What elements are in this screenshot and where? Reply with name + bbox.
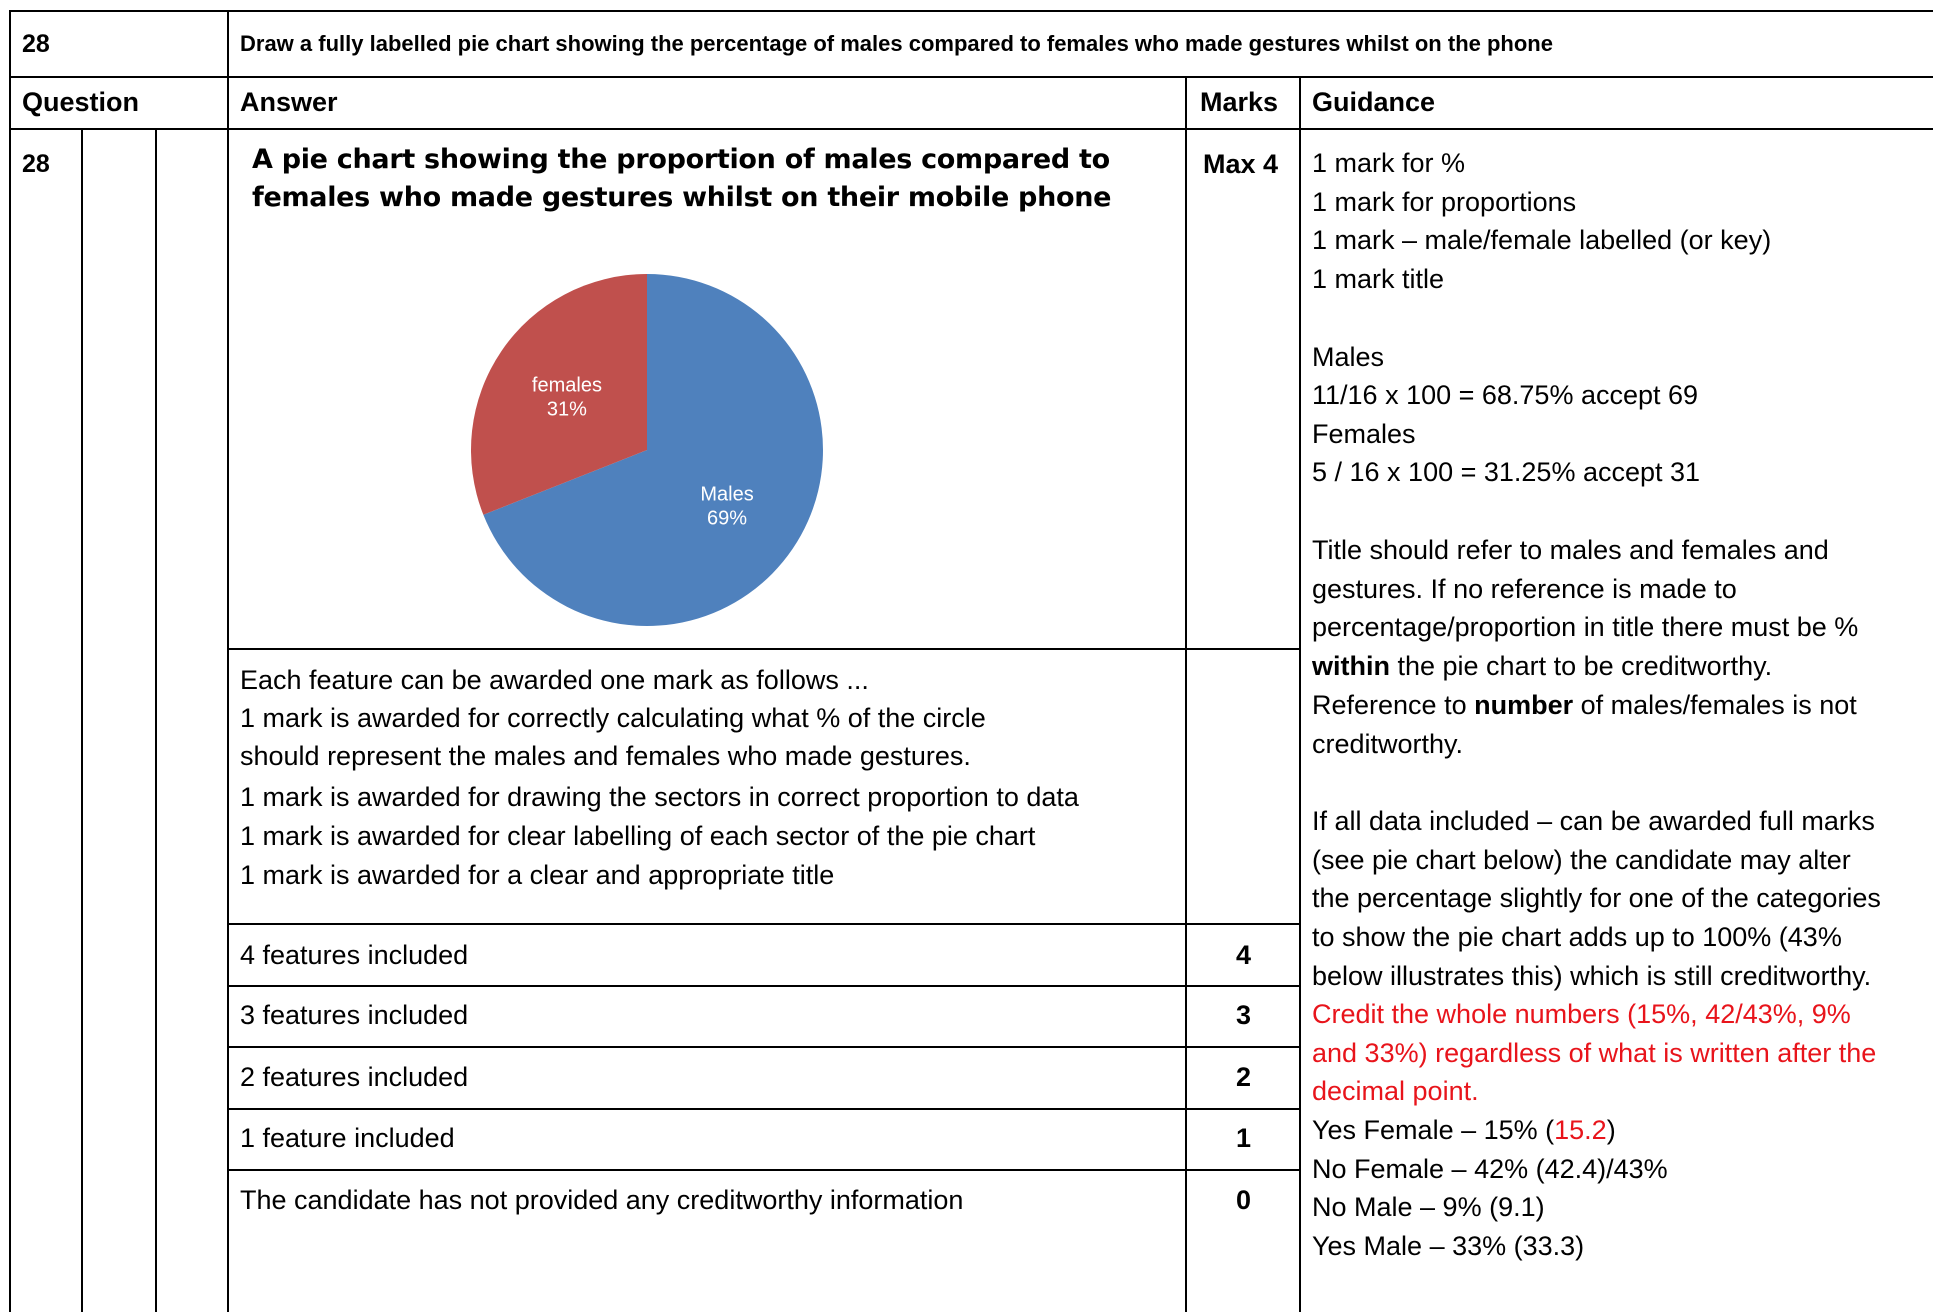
guidance-text: the pie chart to be creditworthy. — [1389, 651, 1773, 681]
mark-band-value: 0 — [1236, 1185, 1252, 1215]
guidance-title-note: creditworthy. — [1312, 729, 1464, 759]
guidance-title-note: gestures. If no reference is made to — [1312, 574, 1737, 604]
mark-band-label: 1 feature included — [240, 1123, 455, 1153]
mark-band-value: 1 — [1236, 1123, 1252, 1153]
guidance-title-note — [1312, 650, 1772, 682]
chart-title-line-1: A pie chart showing the proportion of males compared to — [252, 144, 1110, 175]
guidance-females-calc: 5 / 16 x 100 = 31.25% accept 31 — [1312, 457, 1701, 487]
column-header-guidance: Guidance — [1312, 87, 1436, 117]
question-text: Draw a fully labelled pie chart showing the percentage of males compared to females who made gestures whilst on the phone — [240, 31, 1553, 56]
guidance-red-note: Credit the whole numbers (15%, 42/43%, 9% — [1312, 999, 1851, 1029]
guidance-emphasis-within: within — [1312, 651, 1390, 681]
guidance-mark-item: 1 mark title — [1312, 264, 1445, 294]
guidance-red-note: and 33%) regardless of what is written after the — [1312, 1038, 1877, 1068]
guidance-title-note: percentage/proportion in title there must be % — [1312, 612, 1859, 642]
guidance-text: ) — [1606, 1115, 1616, 1145]
guidance-alldata: the percentage slightly for one of the categories — [1312, 883, 1881, 913]
feature-line: 1 mark is awarded for drawing the sectors in correct proportion to data — [240, 782, 1079, 812]
mark-band-label: 3 features included — [240, 1000, 469, 1030]
guidance-no-female: No Female – 42% (42.4)/43% — [1312, 1154, 1668, 1184]
guidance-mark-item: 1 mark for % — [1312, 148, 1466, 178]
pie-value-females: 31% — [546, 398, 587, 421]
chart-title-line-2: females who made gestures whilst on their mobile phone — [252, 182, 1112, 213]
guidance-mark-item: 1 mark – male/female labelled (or key) — [1312, 225, 1772, 255]
pie-label-males: Males — [700, 483, 754, 506]
mark-band-label: 4 features included — [240, 940, 469, 970]
mark-band-value: 2 — [1236, 1062, 1252, 1092]
guidance-males-calc: 11/16 x 100 = 68.75% accept 69 — [1312, 380, 1699, 410]
guidance-mark-item: 1 mark for proportions — [1312, 187, 1577, 217]
guidance-text: of males/females is not — [1573, 690, 1857, 720]
pie-chart — [440, 260, 840, 640]
feature-line: should represent the males and females who made gestures. — [240, 741, 971, 771]
column-header-marks: Marks — [1200, 87, 1279, 117]
guidance-text: Reference to — [1312, 690, 1475, 720]
mark-band-value: 4 — [1236, 940, 1252, 970]
mark-band-label: The candidate has not provided any creditworthy information — [240, 1185, 964, 1215]
row-question-number: 28 — [22, 150, 50, 178]
guidance-alldata: (see pie chart below) the candidate may alter — [1312, 845, 1851, 875]
column-header-question: Question — [22, 87, 140, 117]
feature-line: 1 mark is awarded for correctly calculating what % of the circle — [240, 703, 986, 733]
features-intro: Each feature can be awarded one mark as follows ... — [240, 665, 869, 695]
guidance-alldata: below illustrates this) which is still creditworthy. — [1312, 961, 1872, 991]
guidance-red-value: 15.2 — [1554, 1115, 1607, 1145]
guidance-emphasis-number: number — [1474, 690, 1574, 720]
max-marks: Max 4 — [1203, 149, 1279, 179]
guidance-alldata: to show the pie chart adds up to 100% (43% — [1312, 922, 1842, 952]
feature-line: 1 mark is awarded for clear labelling of each sector of the pie chart — [240, 821, 1036, 851]
guidance-title-note: Title should refer to males and females and — [1312, 535, 1829, 565]
guidance-females-label: Females — [1312, 419, 1416, 449]
feature-line: 1 mark is awarded for a clear and appropriate title — [240, 860, 835, 890]
pie-label-females: females — [531, 374, 602, 397]
guidance-yes-male: Yes Male – 33% (33.3) — [1312, 1231, 1585, 1261]
column-header-answer: Answer — [240, 87, 338, 117]
guidance-title-note — [1312, 689, 1857, 721]
question-number-header: 28 — [22, 30, 50, 58]
guidance-alldata: If all data included – can be awarded full marks — [1312, 806, 1875, 836]
guidance-text: Yes Female – 15% ( — [1312, 1115, 1555, 1145]
guidance-males-label: Males — [1312, 342, 1385, 372]
mark-band-label: 2 features included — [240, 1062, 469, 1092]
guidance-yes-female — [1312, 1114, 1616, 1146]
mark-band-value: 3 — [1236, 1000, 1252, 1030]
pie-value-males: 69% — [707, 507, 748, 530]
guidance-red-note: decimal point. — [1312, 1076, 1479, 1106]
guidance-no-male: No Male – 9% (9.1) — [1312, 1192, 1545, 1222]
